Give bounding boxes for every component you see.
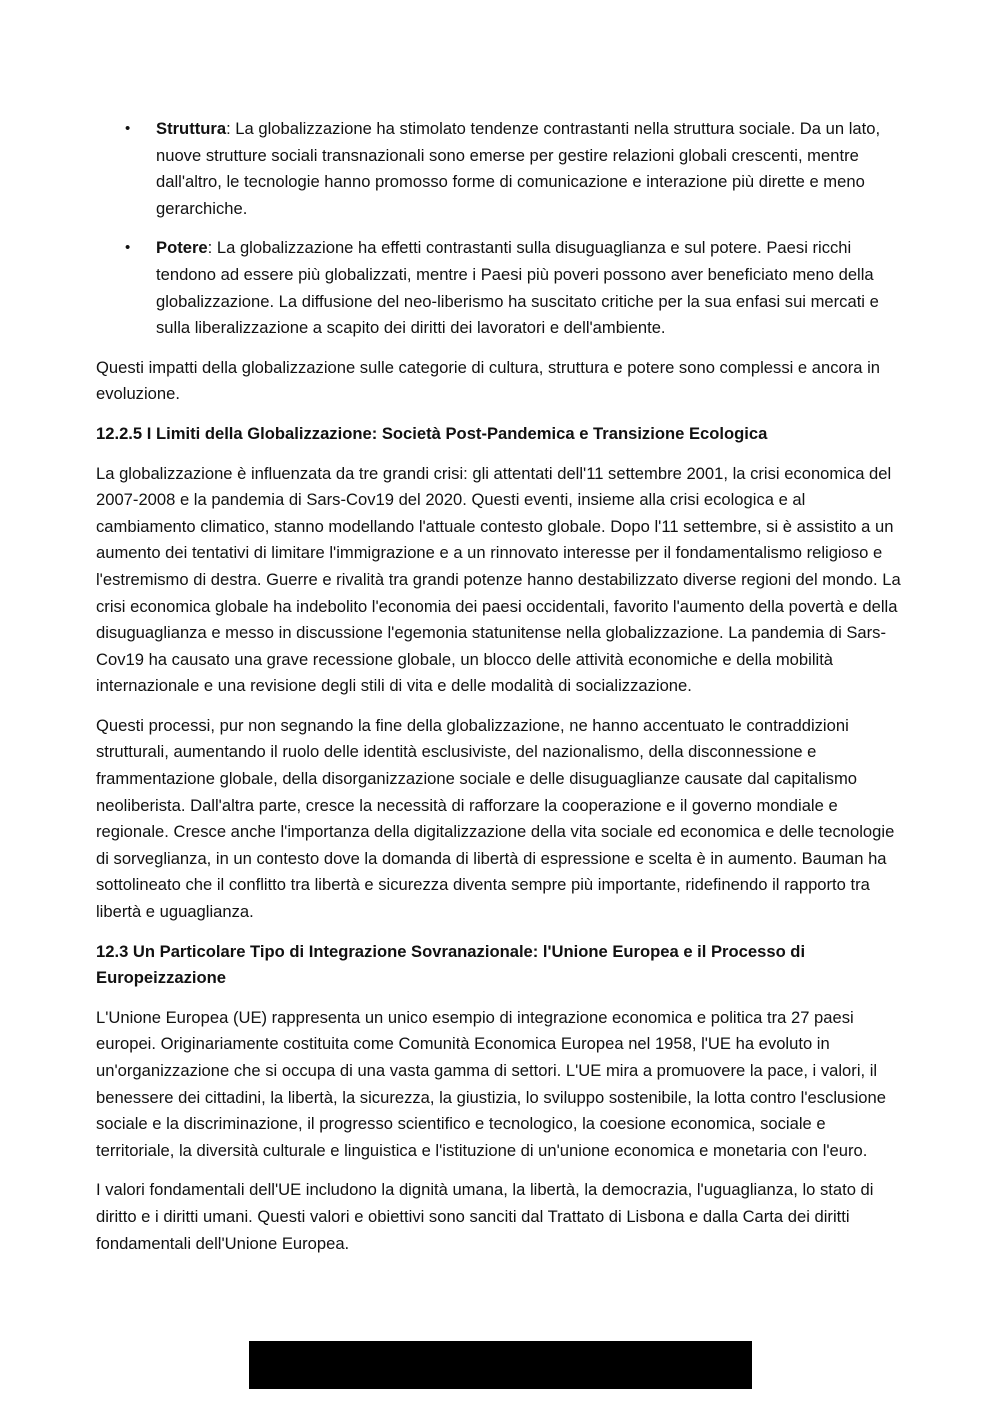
section-12-2-5-paragraph: La globalizzazione è influenzata da tre grandi crisi: gli attentati dell'11 settembre 2001, la crisi economica del 2007-2008 e la pandemia di Sars-Cov19 del 2020. Questi eventi, insieme alla crisi ecologica e al cambiamento climatico, stanno modellando l'attuale contesto globale. Dopo l'11 settembre, si è assistito a un aumento dei tentativi di limitare l'immigrazione e a un rinnovato interesse per il fondamentalismo religioso e l'estremismo di destra. Guerre e rivalità tra grandi potenze hanno destabilizzato diverse regioni del mondo. La crisi economica globale ha indebolito l'economia dei paesi occidentali, favorito l'aumento della povertà e della disuguaglianza e messo in discussione l'egemonia statunitense nella globalizzazione. La pandemia di Sars-Cov19 ha causato una grave recessione globale, un blocco delle attività economiche e della mobilità internazionale e una revisione degli stili di vita e delle modalità di socializzazione. bbox=[96, 463, 901, 696]
bullet-text: : La globalizzazione ha effetti contrastanti sulla disuguaglianza e sul potere. Paesi ricchi tendono ad essere più globalizzati, mentre i Paesi più poveri possono aver beneficiato meno della globalizzazione. La diffusione del neo-liberismo ha suscitato critiche per la sua enfasi sui mercati e sulla liberalizzazione a scapito dei diritti dei lavoratori e dell'ambiente. bbox=[156, 238, 879, 338]
document-page bbox=[96, 116, 904, 1270]
bullet-dot-icon: • bbox=[125, 239, 131, 257]
bullet-list bbox=[96, 116, 904, 342]
section-12-3-paragraph: L'Unione Europea (UE) rappresenta un unico esempio di integrazione economica e politica tra 27 paesi europei. Originariamente costituita come Comunità Economica Europea nel 1958, l'UE ha evoluto in un'organizzazione che si occupa di una vasta gamma di settori. L'UE mira a promuovere la pace, i valori, il benessere dei cittadini, la libertà, la sicurezza, la giustizia, lo sviluppo sostenibile, la lotta contro l'esclusione sociale e la discriminazione, il progresso scientifico e tecnologico, la coesione economica, sociale e territoriale, la diversità culturale e linguistica e l'istituzione di un'unione economica e monetaria con l'euro. bbox=[96, 1007, 886, 1160]
bullet-term: Potere bbox=[156, 238, 208, 258]
bullet-item-potere bbox=[96, 235, 904, 341]
bullet-term: Struttura bbox=[156, 119, 227, 138]
bullet-item-struttura bbox=[96, 116, 904, 222]
footer-redaction-bar bbox=[249, 1341, 752, 1389]
section-heading-12-2-5: 12.2.5 I Limiti della Globalizzazione: Società Post-Pandemica e Transizione Ecologica bbox=[96, 423, 768, 443]
summary-paragraph: Questi impatti della globalizzazione sulle categorie di cultura, struttura e potere sono complessi e ancora in evoluzione. bbox=[96, 357, 881, 404]
bullet-dot-icon: • bbox=[125, 120, 131, 137]
section-heading-12-3: 12.3 Un Particolare Tipo di Integrazione Sovranazionale: l'Unione Europea e il Processo di Europeizzazione bbox=[96, 941, 806, 988]
section-12-2-5-paragraph: Questi processi, pur non segnando la fine della globalizzazione, ne hanno accentuato le contraddizioni strutturali, aumentando il ruolo delle identità esclusiviste, del nazionalismo, della disconnessione e frammentazione globale, della disorganizzazione sociale e delle disuguaglianze causate dal capitalismo neoliberista. Dall'altra parte, cresce la necessità di rafforzare la cooperazione e il governo mondiale e regionale. Cresce anche l'importanza della digitalizzazione della vita sociale ed economica e delle tecnologie di sorveglianza, in un contesto dove la domanda di libertà di espressione e scelta è in aumento. Bauman ha sottolineato che il conflitto tra libertà e sicurezza diventa sempre più importante, ridefinendo il rapporto tra libertà e uguaglianza. bbox=[96, 715, 895, 922]
bullet-text: : La globalizzazione ha stimolato tendenze contrastanti nella struttura sociale. Da un lato, nuove strutture sociali transnazionali sono emerse per gestire relazioni globali crescenti, mentre dall'altro, le tecnologie hanno promosso forme di comunicazione e interazione più dirette e meno gerarchiche. bbox=[156, 119, 881, 218]
section-12-3-paragraph: I valori fondamentali dell'UE includono la dignità umana, la libertà, la democrazia, l'uguaglianza, lo stato di diritto e i diritti umani. Questi valori e obiettivi sono sanciti dal Trattato di Lisbona e dalla Carta dei diritti fondamentali dell'Unione Europea. bbox=[96, 1180, 874, 1253]
